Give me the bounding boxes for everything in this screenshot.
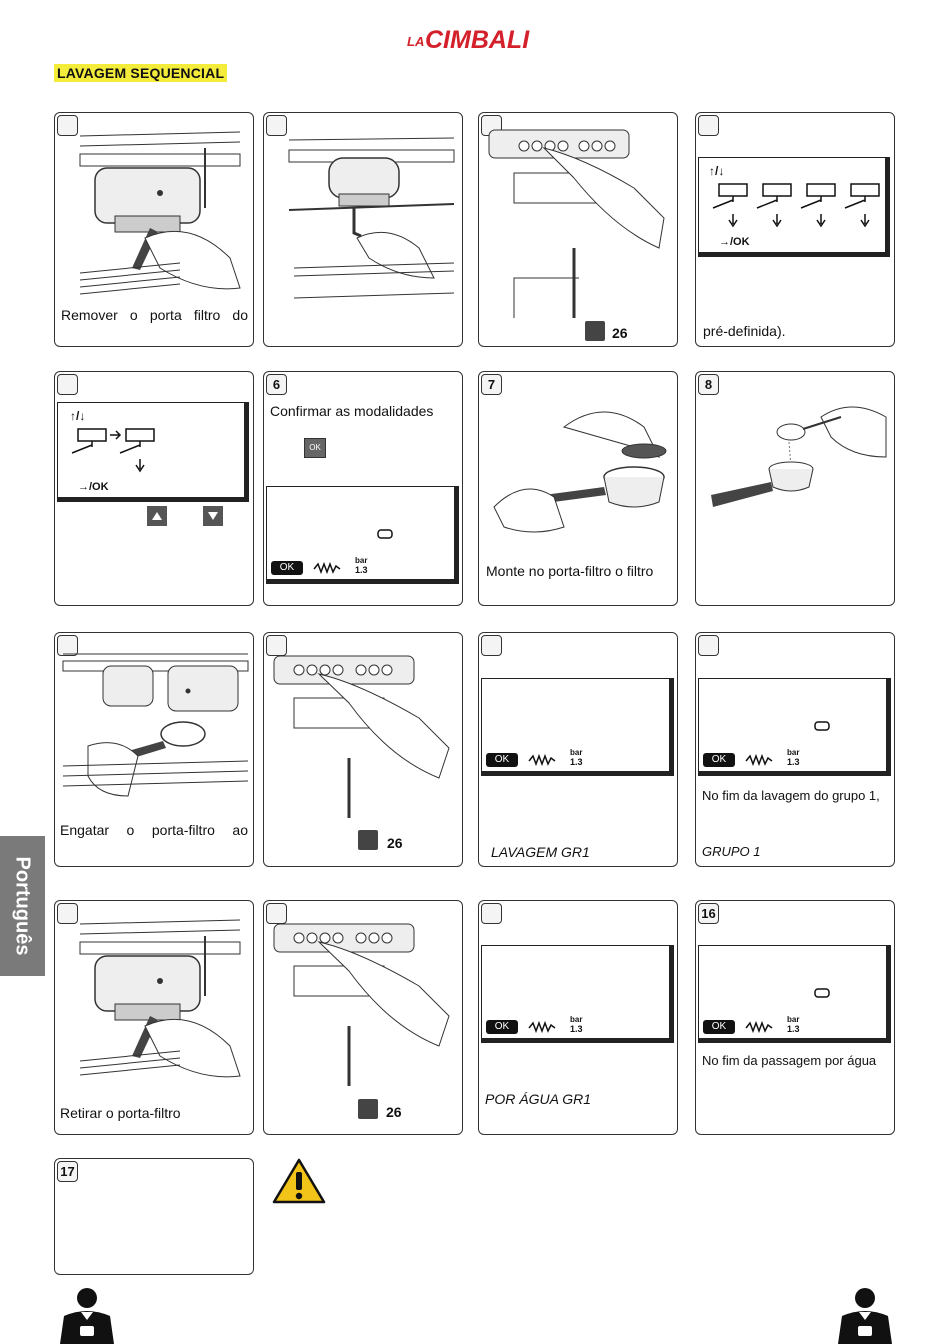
lcd-ok-indicator: OK: [486, 1020, 518, 1034]
step-panel-8: [695, 371, 895, 606]
section-title: LAVAGEM SEQUENCIAL: [54, 64, 227, 82]
group-head-illustration: [60, 906, 248, 1096]
language-label: Português: [11, 856, 34, 956]
pressure-wave-icon: [745, 753, 773, 767]
step-caption: Monte no porta-filtro o filtro: [486, 563, 654, 579]
step-caption: No fim da passagem por água: [702, 1053, 877, 1068]
pressure-wave-icon: [528, 1020, 556, 1034]
pressure-value: 1.3: [787, 1024, 800, 1034]
step-panel-3: [478, 112, 678, 347]
step-panel-6: [263, 371, 463, 606]
dose-counter: 26: [387, 835, 403, 851]
pressure-wave-icon: [313, 561, 341, 575]
lcd-display: [481, 678, 674, 776]
keypad-press-illustration: [269, 638, 457, 818]
barista-icon: [56, 1286, 118, 1344]
step-caption: Engatar o porta-filtro ao: [60, 822, 248, 838]
lcd-ok-indicator: OK: [703, 1020, 735, 1034]
lcd-display: [266, 486, 459, 584]
lcd-display: [698, 678, 891, 776]
step-number: 8: [698, 374, 719, 395]
pressure-value: 1.3: [570, 1024, 583, 1034]
pressure-unit-label: bar: [570, 748, 583, 757]
dose-counter: 26: [386, 1104, 402, 1120]
lcd-display: [698, 945, 891, 1043]
pressure-unit-label: bar: [787, 748, 800, 757]
svg-text:LA: LA: [407, 34, 425, 49]
coffee-cup-icon: [585, 321, 605, 341]
lcd-confirm-label: →/OK: [719, 236, 750, 248]
lcd-ok-indicator: OK: [703, 753, 735, 767]
step-number: [57, 374, 78, 395]
step-panel-17: [54, 1158, 254, 1275]
step-number: 7: [481, 374, 502, 395]
step-number: [481, 903, 502, 924]
brand-logo: [405, 20, 545, 54]
step-number: [698, 635, 719, 656]
pressure-value: 1.3: [787, 757, 800, 767]
dose-counter: 26: [612, 325, 628, 341]
lcd-display: [698, 157, 890, 257]
step-panel-14: [263, 900, 463, 1135]
barista-icon: [834, 1286, 896, 1344]
step-panel-5: [54, 371, 254, 606]
language-tab: [0, 836, 45, 976]
pressure-unit-label: bar: [570, 1015, 583, 1024]
step-panel-15: [478, 900, 678, 1135]
filter-install-illustration: [484, 387, 672, 557]
step-panel-7: [478, 371, 678, 606]
lcd-arrows-label: ↑/↓: [70, 409, 86, 423]
step-caption-secondary: GRUPO 1: [702, 844, 761, 859]
step-caption: No fim da lavagem do grupo 1,: [702, 788, 880, 803]
lcd-ok-indicator: OK: [271, 561, 303, 575]
step-number: 16: [698, 903, 719, 924]
step-panel-10: [263, 632, 463, 867]
pressure-unit-label: bar: [355, 556, 368, 565]
lcd-ok-indicator: OK: [486, 753, 518, 767]
cup-status-icon: [377, 529, 393, 539]
step-panel-13: [54, 900, 254, 1135]
down-arrow-key-icon: [203, 506, 223, 526]
engage-filter-illustration: [58, 636, 250, 816]
rinse-hand-illustration: [269, 118, 457, 318]
step-panel-2: [263, 112, 463, 347]
lcd-confirm-label: →/OK: [78, 481, 109, 493]
group-selection-icons: [707, 180, 887, 228]
step-panel-16: [695, 900, 895, 1135]
warning-icon: [272, 1157, 326, 1205]
step-panel-9: [54, 632, 254, 867]
pressure-unit-label: bar: [787, 1015, 800, 1024]
step-caption: POR ÁGUA GR1: [485, 1091, 592, 1107]
step-caption: pré-definida).: [703, 323, 786, 339]
step-panel-1: [54, 112, 254, 347]
svg-text:CIMBALI: CIMBALI: [425, 26, 530, 54]
group-head-illustration: [60, 118, 248, 308]
lcd-arrows-label: ↑/↓: [709, 164, 725, 178]
lcd-display: [481, 945, 674, 1043]
cup-status-icon: [814, 721, 830, 731]
lcd-display: [57, 402, 249, 502]
coffee-cup-icon: [358, 1099, 378, 1119]
step-panel-4: [695, 112, 895, 347]
keypad-press-illustration: [269, 906, 457, 1086]
step-caption: LAVAGEM GR1: [491, 844, 590, 860]
step-caption: Retirar o porta-filtro: [60, 1105, 181, 1121]
pressure-wave-icon: [745, 1020, 773, 1034]
pressure-value: 1.3: [570, 757, 583, 767]
step-panel-12: [695, 632, 895, 867]
keypad-press-illustration: [484, 118, 672, 318]
step-number: 6: [266, 374, 287, 395]
step-number: 17: [57, 1161, 78, 1182]
step-panel-11: [478, 632, 678, 867]
group-selection-icons: [68, 425, 168, 473]
up-arrow-key-icon: [147, 506, 167, 526]
detergent-spoon-illustration: [701, 387, 889, 527]
coffee-cup-icon: [358, 830, 378, 850]
step-number: [481, 635, 502, 656]
cup-status-icon: [814, 988, 830, 998]
step-caption: Remover o porta filtro do: [61, 307, 248, 323]
pressure-value: 1.3: [355, 565, 368, 575]
step-caption: Confirmar as modalidades: [270, 403, 434, 419]
pressure-wave-icon: [528, 753, 556, 767]
ok-key-icon: OK: [304, 438, 326, 458]
step-number: [698, 115, 719, 136]
